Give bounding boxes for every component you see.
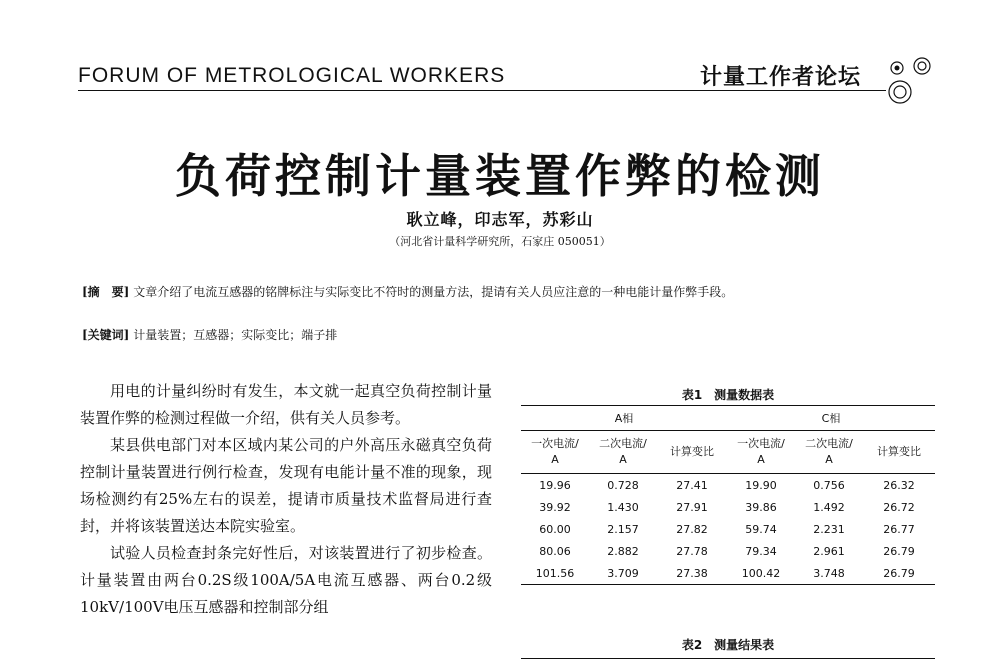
abstract-label: [摘 要] (82, 285, 130, 299)
table-cell: 0.756 (813, 478, 845, 492)
table-cell: 27.91 (676, 500, 708, 514)
table-cell: 101.56 (521, 562, 589, 585)
table-cell: 1.430 (607, 500, 639, 514)
table-cell: 59.74 (745, 522, 777, 536)
table-cell: 3.748 (795, 562, 863, 585)
body-paragraph: 用电的计量纠纷时有发生，本文就一起真空负荷控制计量装置作弊的检测过程做一介绍，供有关人员参考。 (80, 382, 492, 427)
phase-c-header: C相 (727, 406, 935, 431)
table-cell: 0.728 (607, 478, 639, 492)
table-cell: 60.00 (539, 522, 571, 536)
running-header-chinese: 计量工作者论坛 (700, 65, 862, 90)
table2-top-rule (521, 658, 935, 659)
table-cell: 27.38 (657, 562, 727, 585)
abstract (82, 282, 920, 303)
table-row (521, 540, 935, 562)
keywords-label: [关键词] (82, 328, 130, 342)
table-cell: 26.77 (883, 522, 915, 536)
table-cell: 27.41 (676, 478, 708, 492)
body-paragraph: 试验人员检查封条完好性后，对该装置进行了初步检查。计量装置由两台0.2S级100A/5A电流互感器、两台0.2级10kV/100V电压互感器和控制部分组 (80, 544, 492, 616)
table-cell: 79.34 (745, 544, 777, 558)
table-cell: 2.882 (607, 544, 639, 558)
table-cell: 39.86 (745, 500, 777, 514)
table-cell: 1.492 (813, 500, 845, 514)
table-row (521, 474, 935, 497)
article-title: 负荷控制计量装置作弊的检测 (175, 149, 825, 203)
affiliation: （河北省计量科学研究所，石家庄 050051） (389, 235, 611, 248)
phase-a-header: A相 (521, 406, 727, 431)
table-cell: 26.32 (883, 478, 915, 492)
table-cell: 19.96 (539, 478, 571, 492)
table2-caption: 表2 测量结果表 (681, 638, 775, 652)
column-header: 一次电流/ A (727, 431, 795, 474)
table-row (521, 562, 935, 585)
table-cell: 26.72 (883, 500, 915, 514)
body-text-column (80, 378, 492, 621)
table1-caption: 表1 测量数据表 (681, 388, 775, 402)
concentric-circles-icon (878, 54, 938, 104)
table-cell: 26.79 (883, 544, 915, 558)
table-cell: 2.961 (813, 544, 845, 558)
table-cell: 100.42 (727, 562, 795, 585)
column-header: 二次电流/ A (795, 431, 863, 474)
table-row (521, 496, 935, 518)
abstract-text: 文章介绍了电流互感器的铭牌标注与实际变比不符时的测量方法，提请有关人员应注意的一种电能计量作弊手段。 (133, 285, 734, 299)
column-header: 一次电流/ A (521, 431, 589, 474)
table-cell: 2.231 (813, 522, 845, 536)
table-cell: 2.157 (607, 522, 639, 536)
table-cell: 26.79 (863, 562, 935, 585)
table-cell: 3.709 (589, 562, 657, 585)
table-cell: 39.92 (539, 500, 571, 514)
table1-measurement-data (521, 405, 935, 585)
column-header: 二次电流/ A (589, 431, 657, 474)
table-cell: 27.78 (676, 544, 708, 558)
table-cell: 19.90 (745, 478, 777, 492)
table-cell: 27.82 (676, 522, 708, 536)
running-header-english: FORUM OF METROLOGICAL WORKERS (78, 64, 506, 87)
body-paragraph: 某县供电部门对本区域内某公司的户外高压永磁真空负荷控制计量装置进行例行检查，发现有电能计量不准的现象，现场检测约有25%左右的误差，提请市质量技术监督局进行查封，并将该装置送达本院实验室。 (80, 436, 492, 535)
column-header: 计算变比 (657, 431, 727, 474)
keywords-text: 计量装置；互感器；实际变比；端子排 (133, 328, 338, 342)
header-rule (78, 90, 886, 91)
authors: 耿立峰，印志军，苏彩山 (406, 210, 594, 229)
column-header: 计算变比 (863, 431, 935, 474)
keywords (82, 326, 920, 343)
table-row (521, 518, 935, 540)
table-cell: 80.06 (539, 544, 571, 558)
